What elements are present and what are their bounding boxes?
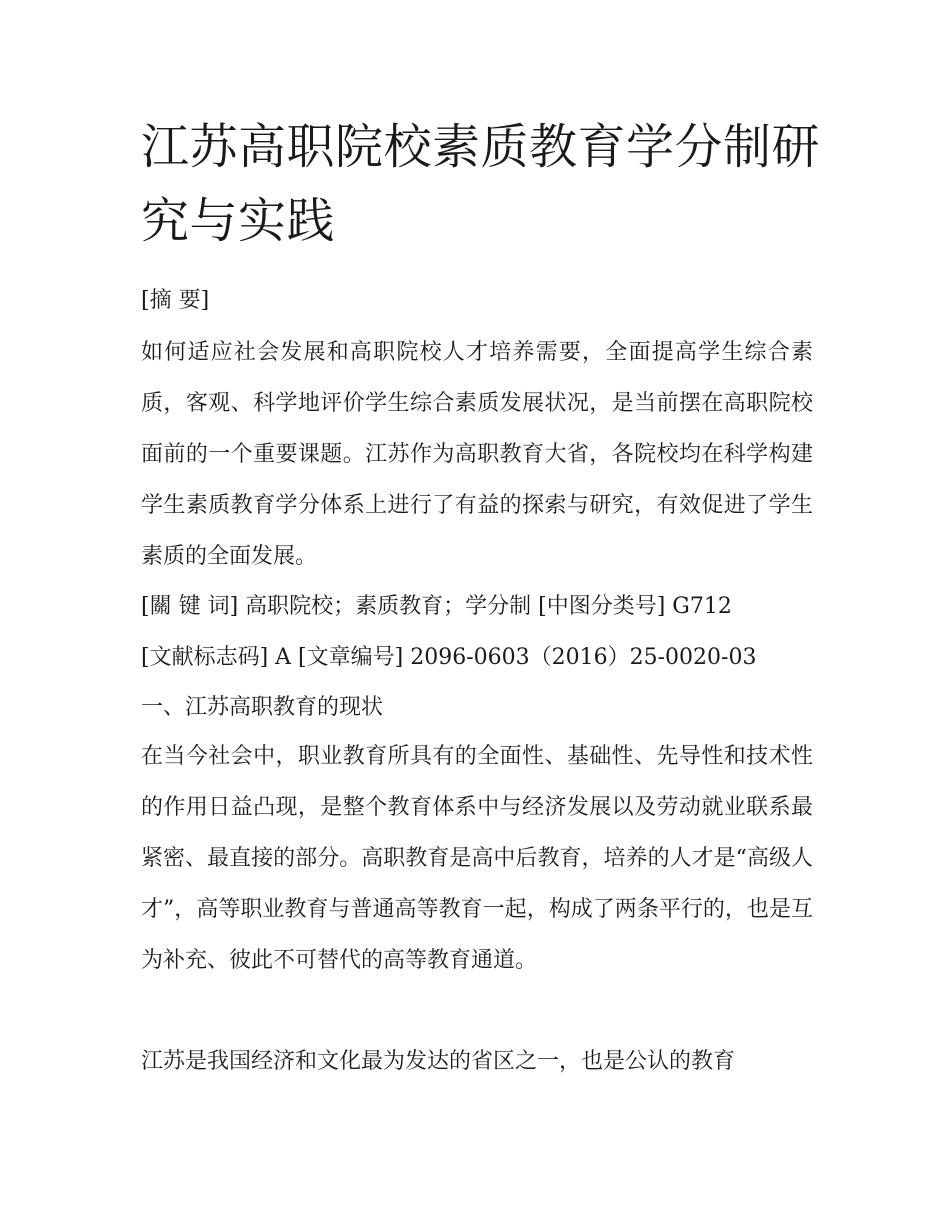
section-heading: 一、江苏高职教育的现状 [141, 695, 384, 720]
abstract-text: 如何适应社会发展和高职院校人才培养需要，全面提高学生综合素质，客观、科学地评价学生综合素质发展状况，是当前摆在高职院校面前的一个重要课题。江苏作为高职教育大省，各院校均在科学构建学生素质教育学分体系上进行了有益的探索与研究，有效促进了学生素质的全面发展。 [141, 340, 813, 569]
body-paragraph: 在当今社会中，职业教育所具有的全面性、基础性、先导性和技术性的作用日益凸现，是整个教育体系中与经济发展以及劳动就业联系最紧密、最直接的部分。高职教育是高中后教育，培养的人才是“高级人才”，高等职业教育与普通高等教育一起，构成了两条平行的，也是互为补充、彼此不可替代的高等教育通道。 [141, 744, 813, 973]
body-paragraph: 江苏是我国经济和文化最为发达的省区之一，也是公认的教育 [141, 1049, 736, 1074]
keywords-line: [關 键 词] 高职院校；素质教育；学分制 [中图分类号] G712 [141, 594, 732, 619]
document-code-line: [文献标志码] A [文章编号] 2096-0603（2016）25-0020-03 [141, 645, 757, 670]
document-title: 江苏高职院校素质教育学分制研究与实践 [141, 119, 821, 249]
abstract-label: [摘 要] [141, 288, 210, 313]
